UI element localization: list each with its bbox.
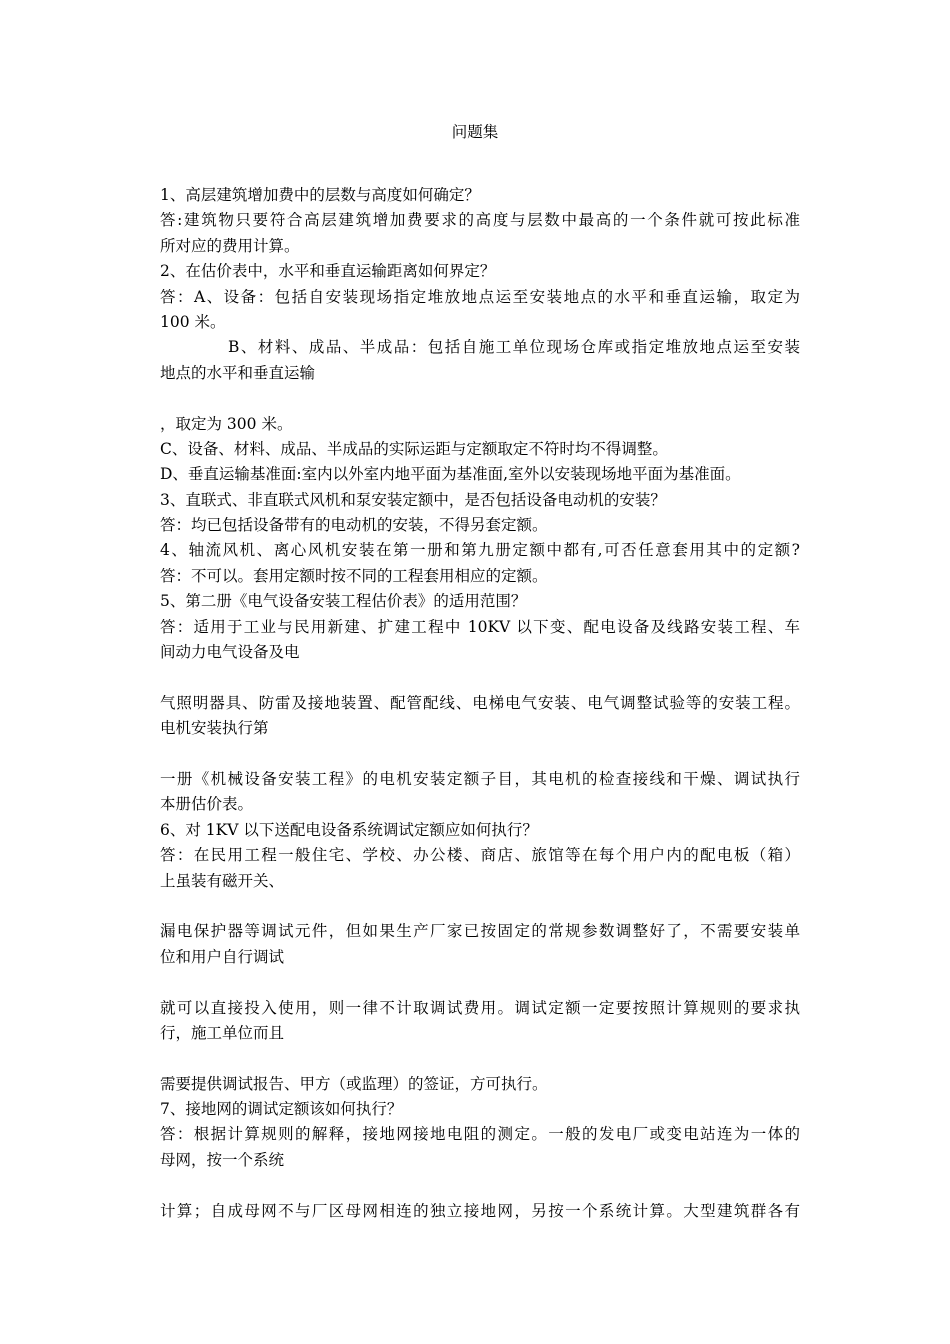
text-line: B、材料、成品、半成品：包括自施工单位现场仓库或指定堆放地点运至安装 <box>228 338 800 357</box>
text-line: 2、在估价表中，水平和垂直运输距离如何界定？ <box>160 262 496 281</box>
text-line: 气照明器具、防雷及接地装置、配管配线、电梯电气安装、电气调整试验等的安装工程。 <box>160 693 800 712</box>
text-line: ，取定为 300 米。 <box>160 414 293 433</box>
text-line: 7、接地网的调试定额该如何执行？ <box>160 1100 403 1119</box>
text-line: 答：根据计算规则的解释，接地网接地电阻的测定。一般的发电厂或变电站连为一体的 <box>160 1125 800 1144</box>
text-line: 母网，按一个系统 <box>160 1150 285 1169</box>
blank-line <box>160 1173 800 1198</box>
text-line: 地点的水平和垂直运输 <box>160 363 316 382</box>
text-line: 漏电保护器等调试元件，但如果生产厂家已按固定的常规参数调整好了，不需要安装单 <box>160 922 800 941</box>
text-line: D、垂直运输基准面:室内以外室内地平面为基准面,室外以安装现场地平面为基准面。 <box>160 465 741 484</box>
text-line: 本册估价表。 <box>160 795 254 814</box>
blank-line <box>160 665 800 690</box>
text-line: 就可以直接投入使用，则一律不计取调试费用。调试定额一定要按照计算规则的要求执 <box>160 998 800 1017</box>
text-line: 5、第二册《电气设备安装工程估价表》的适用范围？ <box>160 592 527 611</box>
blank-line <box>160 970 800 995</box>
text-line: 行，施工单位而且 <box>160 1023 285 1042</box>
text-line: 位和用户自行调试 <box>160 947 285 966</box>
text-line: 答：不可以。套用定额时按不同的工程套用相应的定额。 <box>160 566 548 585</box>
text-line: 1、高层建筑增加费中的层数与高度如何确定？ <box>160 186 480 204</box>
text-line: 答：均已包括设备带有的电动机的安装，不得另套定额。 <box>160 516 548 535</box>
text-line: 6、对 1KV 以下送配电设备系统调试定额应如何执行？ <box>160 820 538 839</box>
document-body <box>160 183 800 1224</box>
text-line: 答：在民用工程一般住宅、学校、办公楼、商店、旅馆等在每个用户内的配电板（箱） <box>160 846 800 865</box>
text-line: 间动力电气设备及电 <box>160 643 300 662</box>
blank-line <box>160 894 800 919</box>
text-line: 一册《机械设备安装工程》的电机安装定额子目，其电机的检查接线和干燥、调试执行 <box>160 769 800 788</box>
text-line: 需要提供调试报告、甲方（或监理）的签证，方可执行。 <box>160 1074 548 1093</box>
text-line: 计算；自成母网不与厂区母网相连的独立接地网，另按一个系统计算。大型建筑群各有 <box>160 1201 800 1220</box>
text-line: 上虽装有磁开关、 <box>160 871 285 890</box>
text-line: 答：适用于工业与民用新建、扩建工程中 10KV 以下变、配电设备及线路安装工程、车 <box>160 617 800 636</box>
blank-line <box>160 1046 800 1071</box>
text-line: 4、轴流风机、离心风机安装在第一册和第九册定额中都有,可否任意套用其中的定额? <box>160 541 800 560</box>
text-line: 答：A、设备：包括自安装现场指定堆放地点运至安装地点的水平和垂直运输，取定为 <box>160 287 800 306</box>
text-line: C、设备、材料、成品、半成品的实际运距与定额取定不符时均不得调整。 <box>160 439 668 458</box>
blank-line <box>160 386 800 411</box>
blank-line <box>160 742 800 767</box>
text-line: 所对应的费用计算。 <box>160 236 300 255</box>
text-line: 100 米。 <box>160 312 226 331</box>
text-line: 3、直联式、非直联式风机和泵安装定额中，是否包括设备电动机的安装？ <box>160 490 666 509</box>
text-line: 电机安装执行第 <box>160 719 269 738</box>
page-title: 问题集 <box>451 123 499 141</box>
text-line: 答:建筑物只要符合高层建筑增加费要求的高度与层数中最高的一个条件就可按此标准 <box>160 211 800 230</box>
